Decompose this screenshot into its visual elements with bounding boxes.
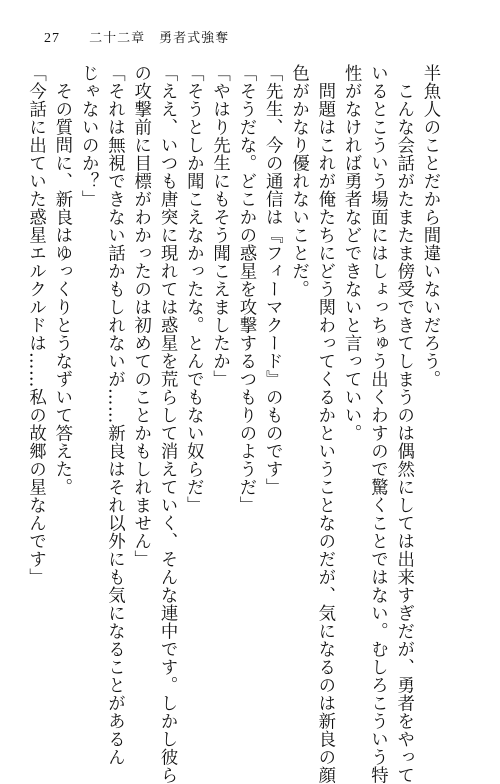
text-line: 「そうとしか聞こえなかったな。とんでもない奴らだ」 bbox=[183, 64, 204, 514]
text-line: 性がなければ勇者などできないと言っていい。 bbox=[341, 64, 362, 442]
text-line: いるとこういう場面にはしょっちゅう出くわすので驚くことではない。むしろこういう特 bbox=[367, 64, 388, 784]
text-line: の攻撃前に目標がわかったのは初めてのことかもしれません」 bbox=[130, 64, 151, 568]
text-line: その質問に、新良はゆっくりとうなずいて答えた。 bbox=[51, 64, 72, 496]
text-line: 色がかなり優れないことだ。 bbox=[288, 64, 309, 298]
text-line: 「先生、今の通信は『フィーマクード』のものです」 bbox=[262, 64, 283, 496]
text-line: 「そうだな。どこかの惑星を攻撃するつもりのようだ」 bbox=[235, 64, 256, 514]
text-line: じゃないのか？」 bbox=[78, 64, 99, 208]
text-line: 問題はこれが俺たちにどう関わってくるかということなのだが、気になるのは新良の顔 bbox=[314, 64, 335, 784]
text-line: こんな会話がたまたま傍受できてしまうのは偶然にしては出来すぎだが、勇者をやって bbox=[393, 64, 414, 784]
text-line: 「今話に出ていた惑星エルクルドは……私の故郷の星なんです」 bbox=[25, 64, 46, 586]
chapter-title: 二十二章 勇者式強奪 bbox=[89, 31, 230, 46]
vertical-body-text bbox=[22, 64, 443, 784]
text-line: 「やはり先生にもそう聞こえましたか」 bbox=[209, 64, 230, 388]
page-number: 27 bbox=[44, 31, 60, 46]
text-line: 「ええ、いつも唐突に現れては惑星を荒らして消えていく、そんな連中です。しかし彼ら bbox=[157, 64, 178, 784]
text-line: 「それは無視できない話かもしれないが……新良はそれ以外にも気になることがあるん bbox=[104, 64, 125, 766]
text-line: 半魚人のことだから間違いないだろう。 bbox=[420, 64, 440, 388]
page-header bbox=[44, 27, 229, 47]
